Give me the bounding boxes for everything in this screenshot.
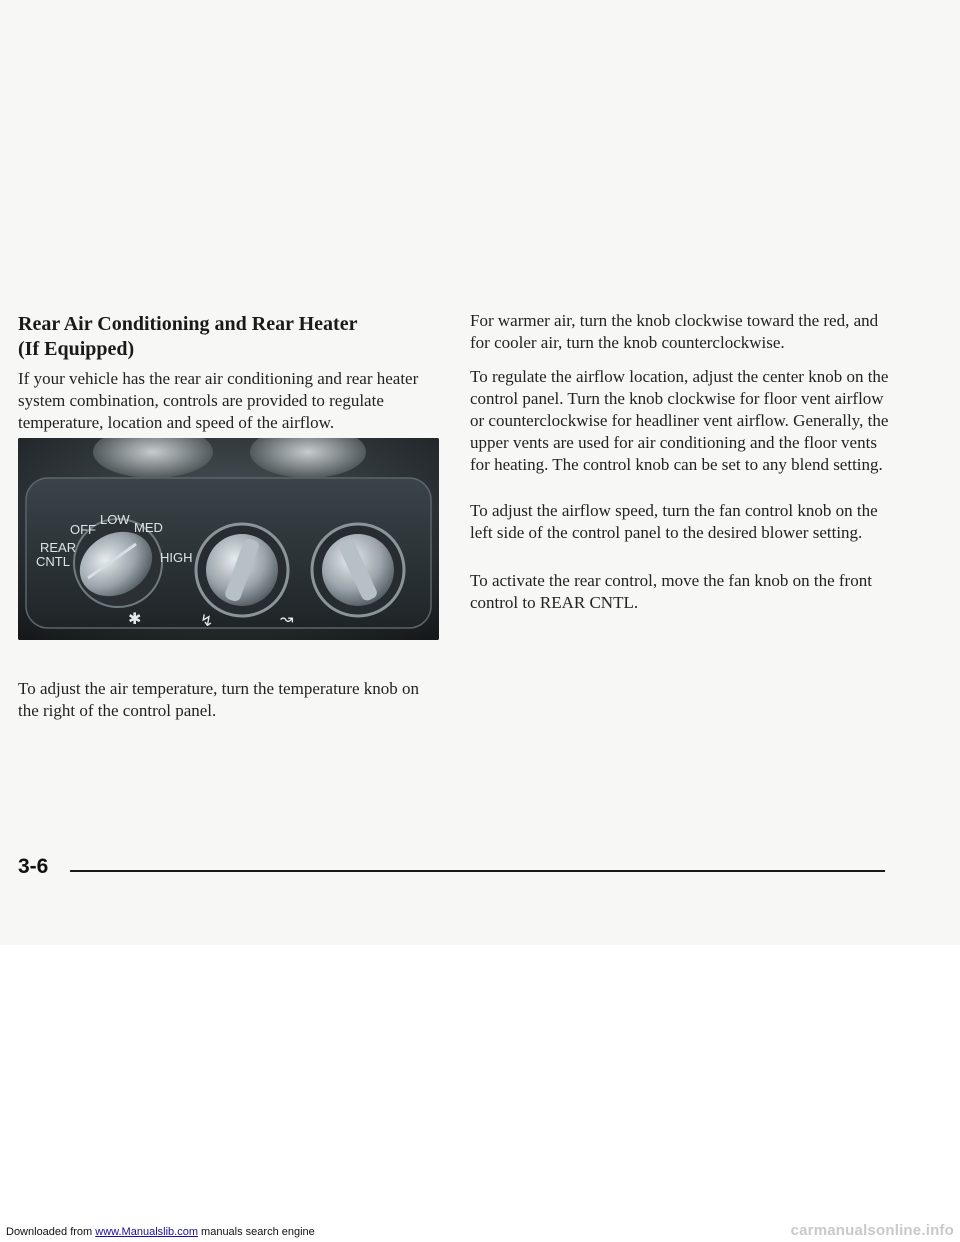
footer-rule — [70, 870, 885, 872]
watermark-text: carmanualsonline.info — [790, 1222, 954, 1239]
label-rear: REAR — [40, 540, 77, 555]
label-high: HIGH — [160, 550, 193, 565]
heading-line-1: Rear Air Conditioning and Rear Heater — [18, 313, 358, 335]
airflow-speed-paragraph: To adjust the airflow speed, turn the fan control knob on the left side of the control panel to the desired blower setting. — [470, 501, 878, 542]
label-off: OFF — [70, 522, 96, 537]
footer-prefix: Downloaded from — [6, 1226, 96, 1238]
warmer-air-paragraph: For warmer air, turn the knob clockwise toward the red, and for cooler air, turn the knob counterclockwise. — [470, 311, 879, 352]
manualslib-link[interactable]: www.Manualslib.com — [95, 1226, 198, 1238]
headliner-vent-icon: ↝ — [280, 609, 294, 628]
activate-rear-control-paragraph: To activate the rear control, move the fan knob on the front control to REAR CNTL. — [470, 571, 872, 612]
section-heading — [18, 312, 438, 362]
page-number: 3-6 — [18, 855, 49, 878]
fan-icon: ✱ — [128, 609, 142, 628]
rear-control-panel-photo — [18, 438, 439, 640]
label-low: LOW — [100, 512, 130, 527]
footer-suffix: manuals search engine — [197, 1226, 315, 1238]
intro-paragraph: If your vehicle has the rear air conditioning and rear heater system combination, controls are provided to regulate temperature, location and speed of the airflow. — [18, 369, 419, 432]
airflow-location-paragraph: To regulate the airflow location, adjust the center knob on the control panel. Turn the knob clockwise for floor vent airflow or counterclockwise for headliner vent airflow. Generally, the upper vents are used for air conditioning and the floor vents for heating. The control knob can be set to any blend setting. — [470, 367, 889, 474]
label-cntl: CNTL — [36, 554, 70, 569]
floor-vent-icon: ↯ — [200, 611, 214, 630]
heading-line-2: (If Equipped) — [18, 338, 135, 360]
temperature-paragraph: To adjust the air temperature, turn the temperature knob on the right of the control panel. — [18, 679, 420, 720]
download-footer — [6, 1226, 315, 1238]
label-med: MED — [134, 520, 163, 535]
